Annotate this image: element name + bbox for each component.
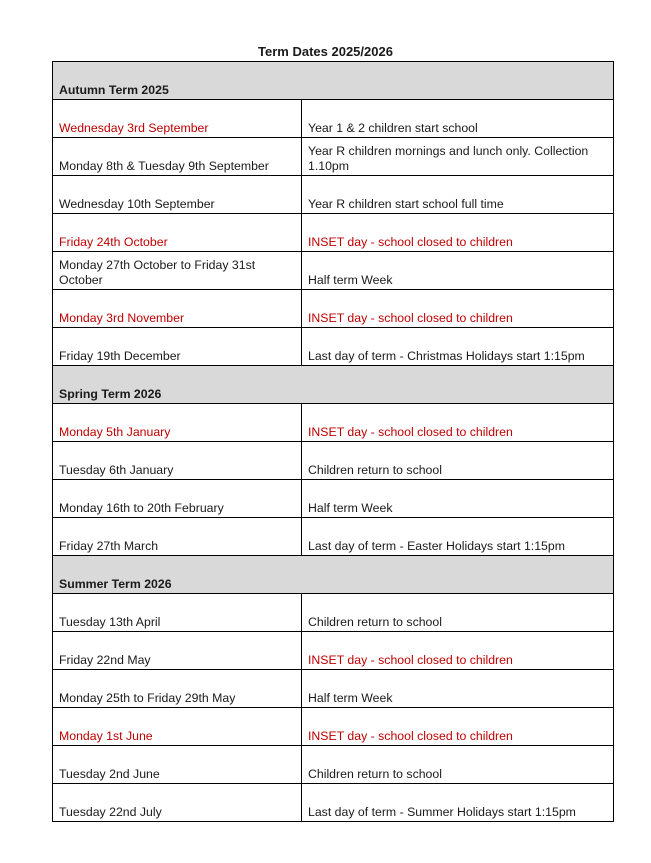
event-cell: Half term Week: [302, 480, 614, 518]
date-cell: Monday 3rd November: [53, 290, 302, 328]
table-row: [53, 480, 614, 518]
event-cell: Last day of term - Christmas Holidays start 1:15pm: [302, 328, 614, 366]
event-cell: INSET day - school closed to children: [302, 708, 614, 746]
page-title: Term Dates 2025/2026: [258, 44, 393, 59]
table-row: [53, 214, 614, 252]
date-cell: Friday 27th March: [53, 518, 302, 556]
event-cell: Year 1 & 2 children start school: [302, 100, 614, 138]
date-cell: Wednesday 10th September: [53, 176, 302, 214]
table-row: [53, 442, 614, 480]
table-row: [53, 100, 614, 138]
table-row: [53, 594, 614, 632]
event-cell: INSET day - school closed to children: [302, 290, 614, 328]
event-cell: Half term Week: [302, 670, 614, 708]
event-cell: Last day of term - Summer Holidays start 1:15pm: [302, 784, 614, 822]
section-header-row: [53, 62, 614, 100]
date-cell: Monday 5th January: [53, 404, 302, 442]
event-cell: Year R children start school full time: [302, 176, 614, 214]
event-cell: INSET day - school closed to children: [302, 632, 614, 670]
event-cell: Children return to school: [302, 746, 614, 784]
section-header-row: [53, 366, 614, 404]
date-cell: Friday 24th October: [53, 214, 302, 252]
table-row: [53, 746, 614, 784]
date-cell: Monday 1st June: [53, 708, 302, 746]
event-cell: Last day of term - Easter Holidays start 1:15pm: [302, 518, 614, 556]
event-cell: Year R children mornings and lunch only. Collection 1.10pm: [302, 138, 614, 176]
table-row: [53, 404, 614, 442]
term-dates-table: [52, 61, 614, 822]
event-cell: Children return to school: [302, 442, 614, 480]
date-cell: Friday 19th December: [53, 328, 302, 366]
date-cell: Wednesday 3rd September: [53, 100, 302, 138]
event-cell: INSET day - school closed to children: [302, 404, 614, 442]
date-cell: Monday 25th to Friday 29th May: [53, 670, 302, 708]
table-row: [53, 176, 614, 214]
date-cell: Tuesday 6th January: [53, 442, 302, 480]
date-cell: Tuesday 13th April: [53, 594, 302, 632]
date-cell: Monday 8th & Tuesday 9th September: [53, 138, 302, 176]
table-row: [53, 290, 614, 328]
date-cell: Friday 22nd May: [53, 632, 302, 670]
section-header-row: [53, 556, 614, 594]
date-cell: Tuesday 2nd June: [53, 746, 302, 784]
table-row: [53, 518, 614, 556]
event-cell: Children return to school: [302, 594, 614, 632]
table-row: [53, 632, 614, 670]
date-cell: Tuesday 22nd July: [53, 784, 302, 822]
section-heading: Spring Term 2026: [53, 366, 614, 404]
table-row: [53, 138, 614, 176]
section-heading: Summer Term 2026: [53, 556, 614, 594]
date-cell: Monday 16th to 20th February: [53, 480, 302, 518]
event-cell: Half term Week: [302, 252, 614, 290]
table-row: [53, 252, 614, 290]
table-row: [53, 328, 614, 366]
date-cell: Monday 27th October to Friday 31st October: [53, 252, 302, 290]
event-cell: INSET day - school closed to children: [302, 214, 614, 252]
section-heading: Autumn Term 2025: [53, 62, 614, 100]
table-row: [53, 670, 614, 708]
table-row: [53, 784, 614, 822]
table-row: [53, 708, 614, 746]
